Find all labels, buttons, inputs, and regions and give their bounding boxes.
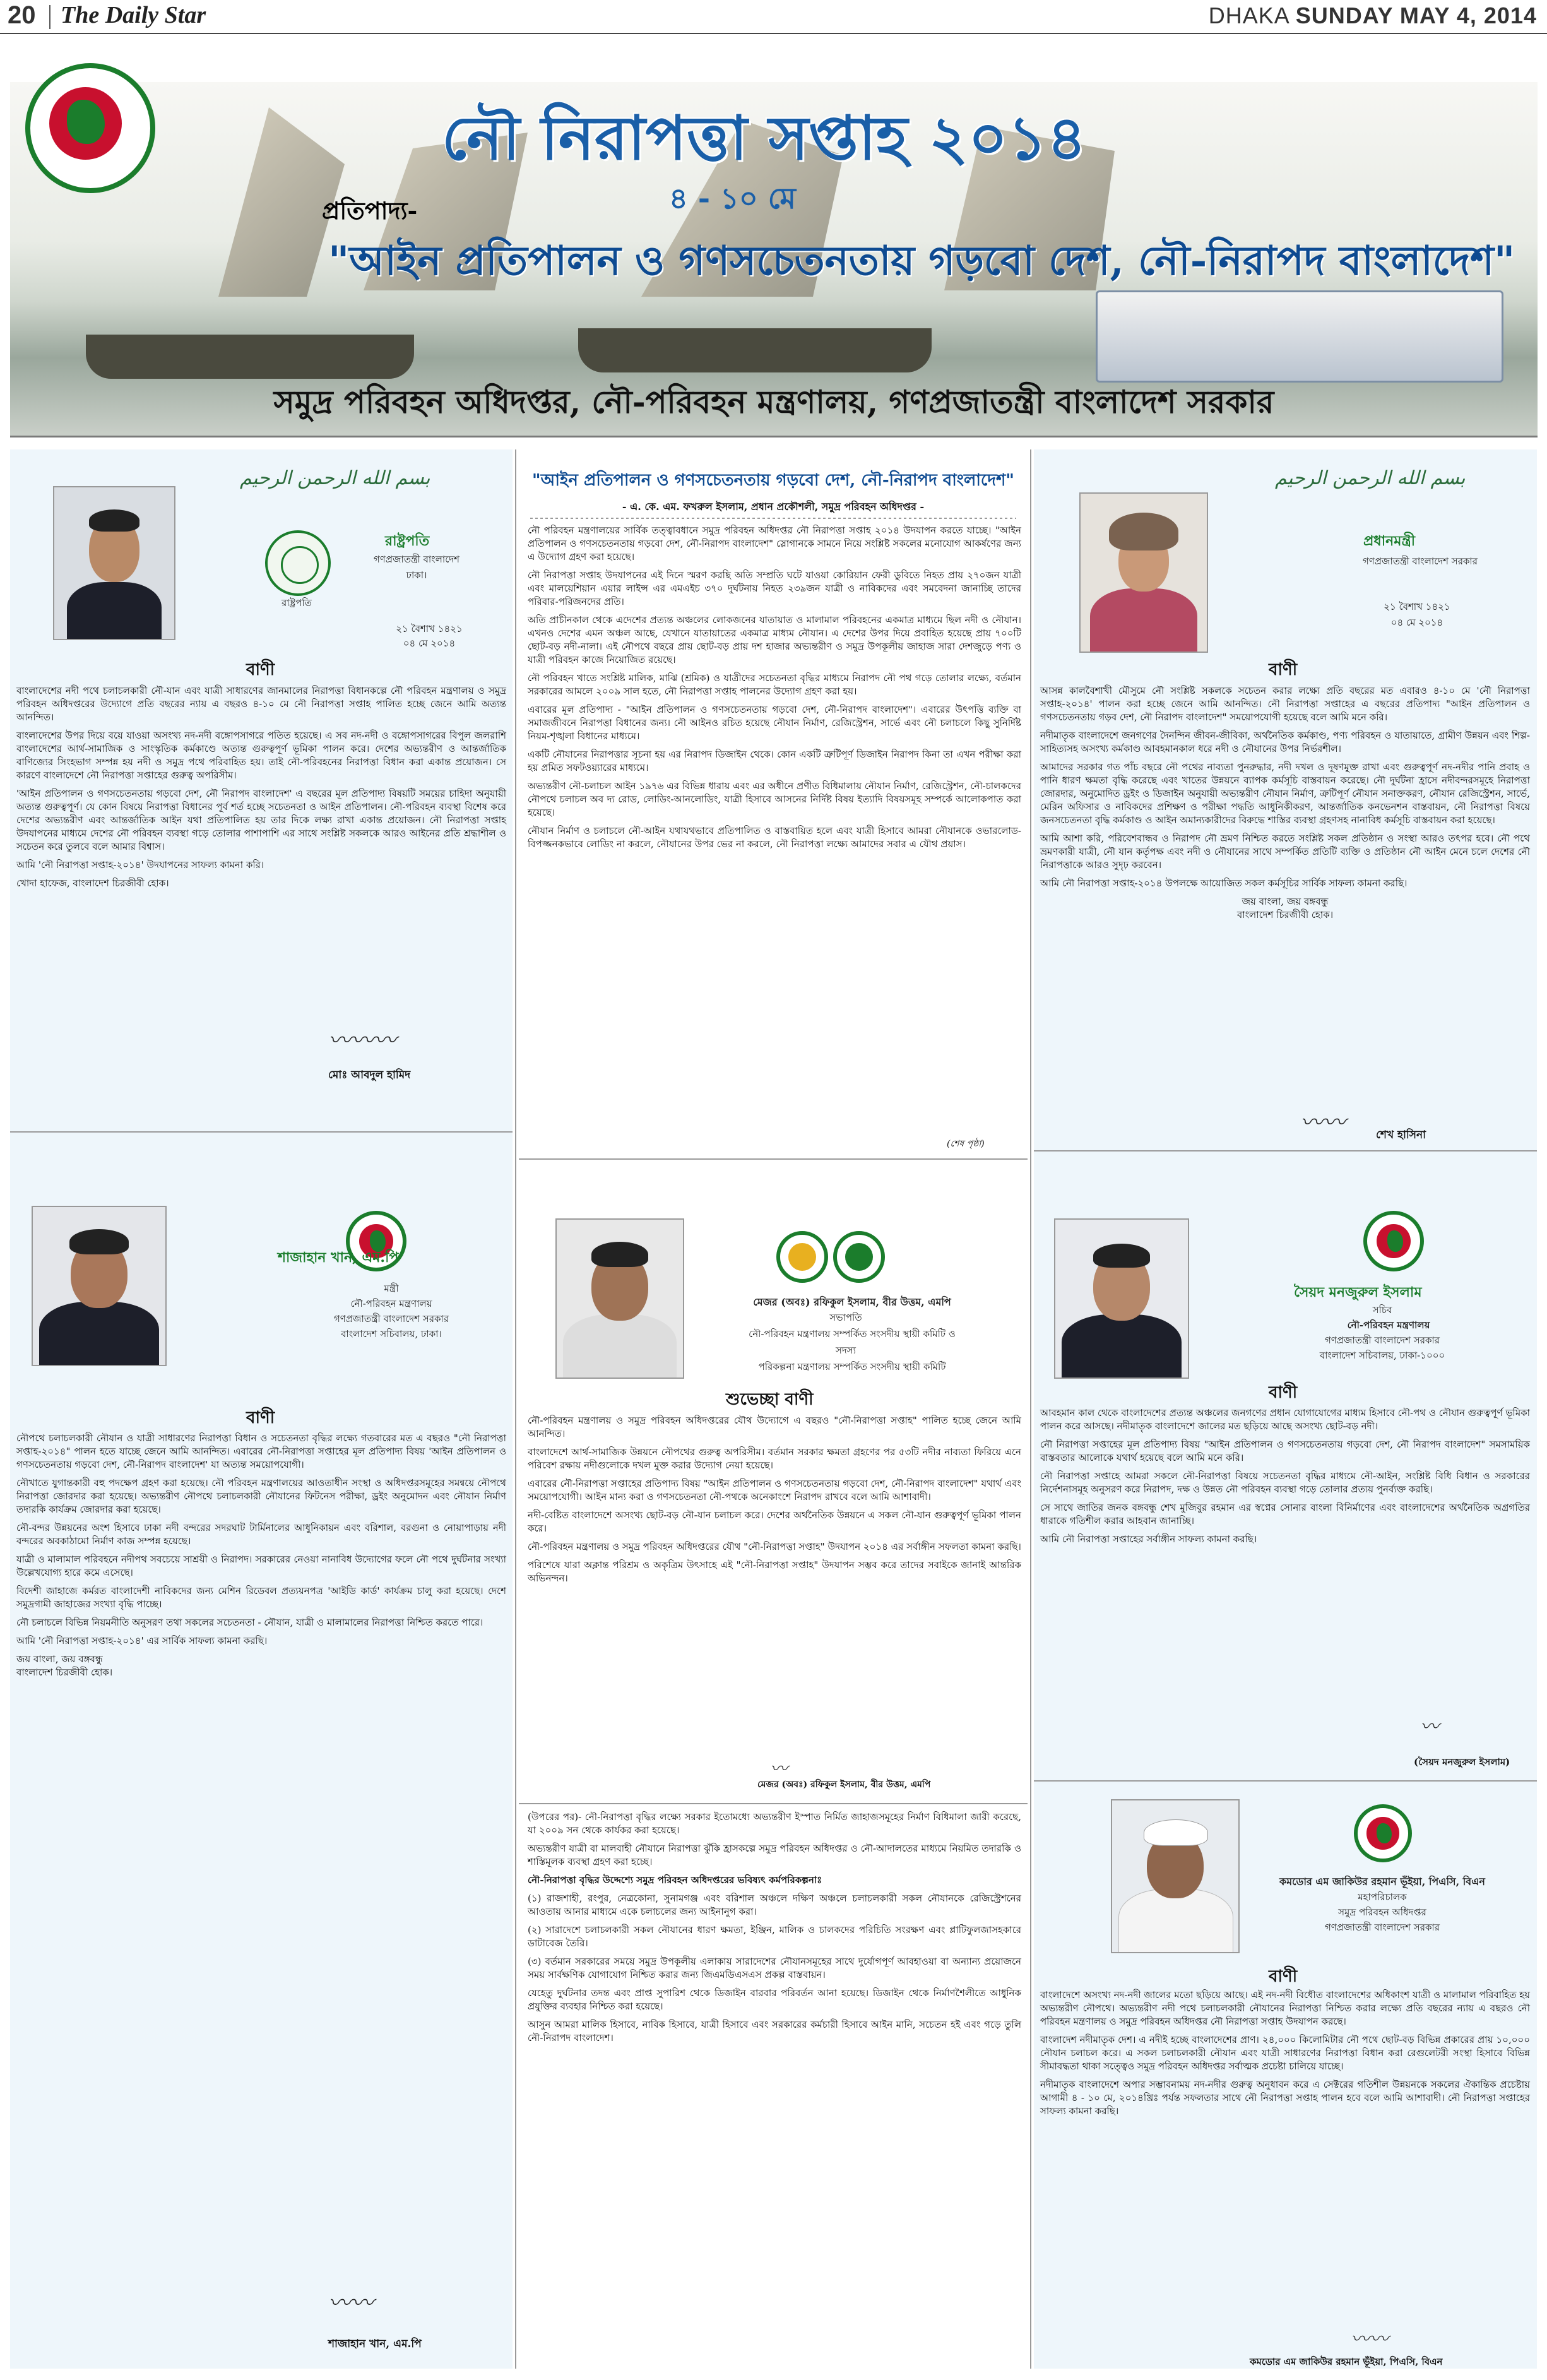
- dateline-city: DHAKA: [1208, 3, 1289, 28]
- bismillah-calligraphy: بسم الله الرحمن الرحيم: [1275, 467, 1466, 489]
- pm-date: ০৪ মে ২০১৪: [1390, 617, 1443, 628]
- minister-sub: বাংলাদেশ সচিবালয়, ঢাকা।: [341, 1328, 442, 1340]
- article-paragraph: অভ্যন্তরীণ নৌ-চলাচল আইন ১৯৭৬ এর বিভিন্ন ধারায় এবং এর অধীনে প্রণীত বিধিমালায় নৌযান নির্মাণ, রেজিস্ট্রেশন, নৌ-চালকদের নৌপথে চলাচল অব দ্য রোড, লোডিং-আনলোডিং, যাত্রী হিসাবে আসনের নির্দিষ্ট বিষয় ইত্যাদি বিষয়সমূহ সম্পর্কে আলোকপাত করা হয়েছে।: [528, 780, 1021, 818]
- president-sub: গণপ্রজাতন্ত্রী বাংলাদেশ: [373, 554, 460, 565]
- minister-signature-image: 〰〰: [328, 2290, 374, 2316]
- pm-signature-name: শেখ হাসিনা: [1376, 1129, 1426, 1141]
- president-emblem-label: রাষ্ট্রপতি: [282, 597, 312, 609]
- message-paragraph: নৌপথে চলাচলকারী নৌযান ও যাত্রী সাধারণের নিরাপত্তা বিধান ও সচেতনতা বৃদ্ধির লক্ষ্যে গতবারের মত এ বছরও "নৌ নিরাপত্তা সপ্তাহ-২০১৪" পালন হতে যাচ্ছে জেনে আমি আনন্দিত। এবারের নৌ-নিরাপত্তা সপ্তাহের মূল প্রতিপাদ্য বিষয় 'আইন প্রতিপালন ও গণসচেতনতায় গড়বো দেশ, নৌ-নিরাপদ বাংলাদেশ' যা অত্যন্ত সময়োপযোগী।: [16, 1432, 506, 1470]
- pm-title: প্রধানমন্ত্রী: [1363, 533, 1416, 549]
- secretary-name: সৈয়দ মনজুরুল ইসলাম: [1294, 1284, 1422, 1300]
- chairman-sub: নৌ-পরিবহন মন্ত্রণালয় সম্পর্কিত সংসদীয় স্থায়ী কমিটি ও: [749, 1328, 956, 1340]
- section-divider: [1034, 1780, 1537, 1782]
- pm-signature-image: 〰〰: [1300, 1110, 1346, 1136]
- parliament-seal-icon: [776, 1231, 828, 1283]
- article-paragraph: (১) রাজশাহী, রংপুর, নেত্রকোনা, সুনামগঞ্জ এবং বরিশাল অঞ্চলে দক্ষিণ অঞ্চলে চলাচলকারী সকল নৌযানকে রেজিস্ট্রেশনের আওতায় আনার মাধ্যমে একে চলাচলের জন্য আইনানুগ করা।: [528, 1893, 1021, 1917]
- message-paragraph: এবারের নৌ-নিরাপত্তা সপ্তাহের প্রতিপাদ্য বিষয় "আইন প্রতিপালন ও গণসচেতনতায় গড়বো দেশ, নৌ-নিরাপদ বাংলাদেশ" যথার্থ এবং সময়োপযোগী। আইন মান্য করা ও গণসচেতনতা নৌ-পথকে অনেকাংশে নিরাপদ রাখবে বলে আমি আশাবাদী।: [528, 1478, 1021, 1502]
- message-paragraph: নৌ-পরিবহন মন্ত্রণালয় ও সমুদ্র পরিবহন অধিদপ্তরের যৌথ "নৌ-নিরাপত্তা সপ্তাহ" উদযাপন ২০১৪ এর সর্বাঙ্গীন সফলতা কামনা করছি।: [528, 1541, 1021, 1552]
- message-paragraph: বাংলাদেশে আর্থ-সামাজিক উন্নয়নে নৌপথের গুরুত্ব অপরিসীম। বর্তমান সরকার ক্ষমতা গ্রহণের পর ৫৩টি নদীর নাব্যতা ফিরিয়ে এনে পরিবেশ রক্ষায় নদীগুলোকে দখল মুক্ত করার উদ্যোগ নেয়া হয়েছে।: [528, 1446, 1021, 1471]
- pm-date: ২১ বৈশাখ ১৪২১: [1384, 601, 1450, 612]
- article-paragraph: যেহেতু দুর্ঘটনার তদন্ত এবং প্রাপ্ত সুপারিশ থেকে ডিজাইন বারবার পরিবর্তন আনা হয়েছে। ডিজাইন থেকে নির্মাণশৈলীতে আধুনিক প্রযুক্তির ব্যবহার নিশ্চিত করা হয়েছে।: [528, 1987, 1021, 2012]
- message-paragraph: আমি 'নৌ নিরাপত্তা সপ্তাহ-২০১৪' উদযাপনের সাফল্য কামনা করি।: [16, 859, 264, 871]
- message-paragraph: সে সাথে জাতির জনক বঙ্গবন্ধু শেখ মুজিবুর রহমান এর স্বপ্নের সোনার বাংলা বিনির্মাণের এবং বাংলাদেশের অর্থনৈতিক অগ্রগতির ধারাকে গতিশীল করার আহবান জানাচ্ছি।: [1040, 1502, 1530, 1526]
- message-paragraph: আবহমান কাল থেকে বাংলাদেশের প্রত্যন্ত অঞ্চলের জনগণের প্রধান যোগাযোগের মাধ্যম হিসাবে নৌ-পথ ও নৌযান গুরুত্বপূর্ণ ভূমিকা পালন করে আসছে। নদীমাতৃক বাংলাদেশে জালের মত ছড়িয়ে আছে অসংখ্য ছোট-বড় নদী।: [1040, 1407, 1530, 1432]
- dg-message: [1040, 1989, 1530, 2123]
- minister-signature-name: শাজাহান খান, এম.পি: [328, 2338, 422, 2350]
- minister-photo: [32, 1206, 167, 1366]
- president-sub: ঢাকা।: [406, 569, 427, 581]
- pm-bani-heading: বাণী: [1269, 660, 1298, 679]
- message-paragraph: নৌ নিরাপত্তা সপ্তাহের মূল প্রতিপাদ্য বিষয় "আইন প্রতিপালন ও গণসচেতনতায় গড়বো দেশ, নৌ নিরাপদ বাংলাদেশ" সমসাময়িক বাস্তবতার আলোকে যথার্থ হয়েছে বলে আমি মনে করি।: [1040, 1439, 1530, 1463]
- message-paragraph: নদী-বেষ্টিত বাংলাদেশে অসংখ্য ছোট-বড় নৌ-যান চলাচল করে। দেশের অর্থনৈতিক উন্নয়নে এ সকল নৌ-যান গুরুত্বপূর্ণ ভূমিকা পালন করে।: [528, 1509, 1021, 1534]
- secretary-sub: সচিব: [1372, 1304, 1392, 1316]
- article-paragraph: অভ্যন্তরীণ যাত্রী বা মালবাহী নৌযানে নিরাপত্তা ঝুঁকি হ্রাসকল্পে সমুদ্র পরিবহন অধিদপ্তর ও নৌ-আদালতের মাধ্যমে নিয়মিত তদারকি ও শাস্তিমূলক ব্যবস্থা গ্রহণ করা হচ্ছে।: [528, 1843, 1021, 1867]
- secretary-photo: [1054, 1218, 1189, 1379]
- minister-sub: মন্ত্রী: [384, 1283, 399, 1294]
- article-paragraph: একটি নৌযানের নিরাপত্তার সূচনা হয় এর নিরাপদ ডিজাইন থেকে। কোন একটি ত্রুটিপূর্ণ ডিজাইন নিরাপদ কিনা তা এখন পরীক্ষা করা হয় প্রমিত সফটওয়্যারের মাধ্যমে।: [528, 749, 1021, 773]
- banner-title: নৌ নিরাপত্তা সপ্তাহ ২০১৪: [442, 102, 1087, 174]
- message-paragraph: নৌ-বন্দর উন্নয়নের অংশ হিসাবে ঢাকা নদী বন্দরের সদরঘাট টার্মিনালের আধুনিকায়ন এবং বরিশাল, বরগুনা ও নোয়াপাড়ায় নদী বন্দরের অবকাঠামো নির্মাণ কাজ সম্পন্ন হয়েছে।: [16, 1522, 506, 1547]
- message-paragraph: জয় বাংলা, জয় বঙ্গবন্ধু: [16, 1653, 103, 1665]
- message-paragraph: আমি নৌ নিরাপত্তা সপ্তাহের সর্বাঙ্গীন সাফল্য কামনা করছি।: [1040, 1533, 1257, 1545]
- continued-note: (শেষ পৃষ্ঠা): [947, 1139, 985, 1149]
- president-bani-heading: বাণী: [246, 660, 275, 679]
- message-paragraph: যাত্রী ও মালামাল পরিবহনে নদীপথ সবচেয়ে সাশ্রয়ী ও নিরাপদ। সরকারের নেওয়া নানাবিধ উদ্যোগের ফলে নৌ পথে দুর্ঘটনার সংখ্যা উল্লেখযোগ্য হারে কমে এসেছে।: [16, 1554, 506, 1578]
- pm-photo: [1079, 492, 1208, 653]
- president-signature-image: 〰〰〰: [328, 1028, 397, 1054]
- boat-hull: [578, 328, 932, 372]
- section-divider: [519, 1158, 1028, 1160]
- message-paragraph: বাংলাদেশ নদীমাতৃক দেশ। এ নদীই হচ্ছে বাংলাদেশের প্রাণ। ২৪,০০০ কিলোমিটার নৌ পথে ছোট-বড় বিভিন্ন প্রকারের প্রায় ১০,০০০ নৌযান চলাচল করে। এ সকল চলাচলকারী নৌযান এবং যাত্রী সাধারণের নিরাপত্তা বিধান করা রেগুলেটরী সংস্থা হিসাবে বিভিন্ন সীমাবদ্ধতা থাকা সত্ত্বেও সমুদ্র পরিবহন অধিদপ্তর সর্বাত্মক প্রচেষ্টা চালিয়ে যাচ্ছে।: [1040, 2034, 1530, 2072]
- pm-sub: গণপ্রজাতন্ত্রী বাংলাদেশ সরকার: [1362, 556, 1478, 567]
- president-signature-name: মোঃ আবদুল হামিদ: [328, 1069, 411, 1081]
- chairman-sub: সভাপতি: [829, 1312, 862, 1323]
- dg-photo: [1111, 1799, 1240, 1953]
- minister-sub: গণপ্রজাতন্ত্রী বাংলাদেশ সরকার: [333, 1313, 449, 1324]
- government-seal-icon: [1354, 1804, 1412, 1862]
- president-message: [16, 684, 506, 895]
- section-divider: [1034, 1150, 1537, 1151]
- message-paragraph: নৌখাতে যুগান্তকারী বহু পদক্ষেপ গ্রহণ করা হয়েছে। নৌ পরিবহন মন্ত্রণালয়ের আওতাধীন সংস্থা ও অধিদপ্তরসমূহের সমন্বয়ে নৌপথে নিরাপত্তা জোরদার করা হয়েছে। অভ্যন্তরীণ নৌপথে চলাচলকারী নৌযানের ফিটনেস পরীক্ষা, ড্রইং অনুমোদন এবং নৌযান নির্মাণ তদারকি কার্যক্রম জোরদার করা হয়েছে।: [16, 1477, 506, 1515]
- chairman-bani-heading: শুভেচ্ছা বাণী: [726, 1390, 814, 1409]
- secretary-sub: গণপ্রজাতন্ত্রী বাংলাদেশ সরকার: [1324, 1335, 1440, 1346]
- dg-signature-image: 〰〰: [1351, 2328, 1389, 2350]
- chairman-message: [528, 1414, 1021, 1590]
- chairman-sub: সদস্য: [835, 1345, 856, 1356]
- article-paragraph: এবারের মূল প্রতিপাদ্য - "আইন প্রতিপালন ও গণসচেতনতায় গড়বো দেশ, নৌ-নিরাপদ বাংলাদেশ"। এবারের উৎপত্তি ব্যক্তি বা সমাজজীবনে নিরাপত্তা বিধানের জন্য। নৌ আইনও রচিত হয়েছে নৌযান নির্মাণ, রেজিস্ট্রেশন, সার্ভে এবং নৌ চলাচলে কিছু সুনির্দিষ্ট নিয়ম-শৃঙ্খলা বিধানের মাধ্যমে।: [528, 704, 1021, 742]
- minister-name: শাজাহান খান, এম.পি: [278, 1249, 399, 1266]
- center-byline: - এ. কে. এম. ফখরুল ইসলাম, প্রধান প্রকৌশলী, সমুদ্র পরিবহন অধিদপ্তর -: [622, 501, 925, 513]
- message-paragraph: নৌ-পরিবহন মন্ত্রণালয় ও সমুদ্র পরিবহন অধিদপ্তরের যৌথ উদ্যোগে এ বছরও "নৌ-নিরাপত্তা সপ্তাহ" পালিত হচ্ছে জেনে আমি আনন্দিত।: [528, 1415, 1021, 1439]
- president-date: ২১ বৈশাখ ১৪২১: [396, 623, 463, 634]
- banner-dates: ৪ - ১০ মে: [669, 181, 796, 215]
- dg-name: কমডোর এম জাকিউর রহমান ভূঁইয়া, পিএসি, বিএন: [1279, 1876, 1485, 1888]
- section-divider: [519, 1803, 1028, 1804]
- message-paragraph: নৌ চলাচলে বিভিন্ন নিয়মনীতি অনুসরণ তথা সকলের সচেতনতা - নৌযান, যাত্রী ও মালামালের নিরাপত্তা নিশ্চিত করতে পারে।: [16, 1617, 483, 1628]
- article-paragraph: (২) সারাদেশে চলাচলকারী সকল নৌযানের ধারণ ক্ষমতা, ইঞ্জিন, মালিক ও চালকদের পরিচিতি সংরক্ষণ এবং প্লাটিফুলজাসহকারে ডাটাবেজ তৈরি।: [528, 1924, 1021, 1949]
- secretary-sub: বাংলাদেশ সচিবালয়, ঢাকা-১০০০: [1319, 1350, 1445, 1361]
- article-paragraph: (৩) বর্তমান সরকারের সময়ে সমুদ্র উপকূলীয় এলাকায় সারাদেশের নৌযানসমূহের সাথে দুর্যোগপূর্ণ আবহাওয়া বা অন্যান্য প্রয়োজনে সময় সার্বক্ষণিক যোগাযোগ নিশ্চিত করার জন্য জিএমডিএসএস প্রকল্প বাস্তবায়ন।: [528, 1956, 1021, 1980]
- article-paragraph: অতি প্রাচীনকাল থেকে এদেশের প্রত্যন্ত অঞ্চলের লোকজনের যাতায়াত ও মালামাল পরিবহনের একমাত্র মাধ্যমে ছিল নদী ও নৌযান। এখনও দেশের এমন অঞ্চল আছে, যেখানে যাতায়াতের একমাত্র মাধ্যম নৌযান। এ দেশের উপর দিয়ে প্রবাহিত হয়েছে প্রায় ৭০০টি ছোট-বড় নদী-নালা। এই নৌপথে বছরে প্রায় ছোট-বড় প্রায় দশ হাজার অভ্যন্তরীণ ও সমুদ্র উপকূলীয় জাহাজ সারা দেশজুড়ে পণ্য ও যাত্রী পরিবহন কাজে নিয়োজিত রয়েছে।: [528, 614, 1021, 665]
- president-photo: [53, 486, 175, 640]
- message-paragraph: জয় বাংলা, জয় বঙ্গবন্ধু: [1242, 896, 1329, 907]
- center-continued-body: [528, 1811, 1021, 2050]
- pm-message: [1040, 684, 1530, 927]
- banner-organizer: সমুদ্র পরিবহন অধিদপ্তর, নৌ-পরিবহন মন্ত্রণালয়, গণপ্রজাতন্ত্রী বাংলাদেশ সরকার: [273, 383, 1274, 420]
- message-paragraph: আমি আশা করি, পরিবেশবান্ধব ও নিরাপদ নৌ ভ্রমণ নিশ্চিত করতে সংশ্লিষ্ট সকল প্রতিষ্ঠান ও সংস্থা আরও তৎপর হবে। নৌ পথে ভ্রমণকারী যাত্রী, নৌ যান কর্তৃপক্ষ এবং নদী ও নৌযানের সাথে সম্পর্কিত প্রতিটি ব্যক্তি ও প্রতিষ্ঠান নৌ আইন মেনে চলে দেশের নৌ নিরাপত্তাকে আরও সুদৃঢ় করবেন।: [1040, 833, 1530, 871]
- message-paragraph: বাংলাদেশ চিরজীবী হোক।: [1236, 909, 1334, 920]
- bismillah-calligraphy: بسم الله الرحمن الرحيم: [240, 467, 430, 489]
- message-paragraph: আমাদের সরকার গত পাঁচ বছরে নৌ পথের নাব্যতা পুনরুদ্ধার, নদী দখল ও দূষণমুক্ত রাখা এবং গুরুত্বপূর্ণ নদ-নদীর পানি প্রবাহ ও পানি ধারণ ক্ষমতা বৃদ্ধি করেছে এবং খাতের উন্নয়নে ব্যাপক কর্মসূচি বাস্তবায়ন করেছে। নৌ দুর্ঘটনা হ্রাসে নদীবন্দরসমূহে নিরাপত্তা জোরদার, অনুমোদিত ড্রইং ও ডিজাইন অনুযায়ী অভ্যন্তরীণ নৌযান নির্মাণ, ত্রুটিপূর্ণ নৌযান সনাক্তকরণ, নৌযান রেজিস্ট্রেশন, সার্ভে, মেরিন অফিসার ও নাবিকদের প্রশিক্ষণ ও পরীক্ষা পদ্ধতি আধুনিকীকরণ, আন্তর্জাতিক কনভেনশন বাস্তবায়ন, নৌ নিরাপত্তা বিষয়ে জনসচেতনতা বৃদ্ধি কর্মকাণ্ড ও আইন অমান্যকারীদের বিরুদ্ধে শাস্তির ব্যবস্থা গ্রহণসহ নানাবিধ কর্মসূচি বাস্তবায়ন করা হয়েছে।: [1040, 761, 1530, 826]
- dg-bani-heading: বাণী: [1269, 1967, 1298, 1986]
- chairman-signature-name: মেজর (অবঃ) রফিকুল ইসলাম, বীর উত্তম, এমপি: [757, 1780, 931, 1790]
- government-seal-icon: [25, 63, 155, 193]
- dg-sub: সমুদ্র পরিবহন অধিদপ্তর: [1338, 1907, 1426, 1918]
- secretary-message: [1040, 1407, 1530, 1551]
- dg-sub: মহাপরিচালক: [1358, 1891, 1407, 1903]
- article-paragraph: নৌ পরিবহন খাতে সংশ্লিষ্ট মালিক, মাঝি (শ্রমিক) ও যাত্রীদের সচেতনতা বৃদ্ধির মাধ্যমে নিরাপদ নৌ পথ গড়ে তোলার লক্ষ্যে, বর্তমান সরকারের আমলে ২০০৯ সাল হতে, নৌ নিরাপত্তা সপ্তাহ পালনের উদ্যোগ গ্রহণ করা হয়।: [528, 672, 1021, 697]
- dotted-rule: [530, 518, 1016, 519]
- minister-bani-heading: বাণী: [246, 1408, 275, 1427]
- chairman-name: মেজর (অবঃ) রফিকুল ইসলাম, বীর উত্তম, এমপি: [753, 1296, 951, 1308]
- column-rule: [515, 449, 516, 2369]
- secretary-bani-heading: বাণী: [1269, 1383, 1298, 1402]
- dg-signature-name: কমডোর এম জাকিউর রহমান ভূঁইয়া, পিএসি, বিএন: [1250, 2356, 1443, 2367]
- message-paragraph: আমি নৌ নিরাপত্তা সপ্তাহ-২০১৪ উপলক্ষে আয়োজিত সকল কর্মসূচির সার্বিক সাফল্য কামনা করছি।: [1040, 878, 1408, 889]
- president-title: রাষ্ট্রপতি: [385, 533, 430, 549]
- banner-motto: "আইন প্রতিপালন ও গণসচেতনতায় গড়বো দেশ, নৌ-নিরাপদ বাংলাদেশ": [328, 237, 1515, 285]
- president-date: ০৪ মে ২০১৪: [403, 638, 456, 649]
- chairman-signature-image: 〰: [770, 1758, 788, 1779]
- message-paragraph: আমি 'নৌ নিরাপত্তা সপ্তাহ-২০১৪' এর সার্বিক সাফল্য কামনা করছি।: [16, 1635, 268, 1646]
- message-paragraph: 'আইন প্রতিপালন ও গণসচেতনতায় গড়বো দেশ, নৌ নিরাপদ বাংলাদেশ' এ বছরের মূল প্রতিপাদ্য বিষয়টি সময়ের চাহিদা অনুযায়ী অত্যন্ত গুরুত্বপূর্ণ। যে কোন বিষয়ে নিরাপত্তা বিধানের পূর্ব শর্ত হচ্ছে সচেতনতা ও আইন প্রতিপালন। নৌ-পরিবহন ব্যবস্থা বিশেষ করে দেশের অভ্যন্তরীণ এবং আন্তর্জাতিক আইন যথা প্রতিপালিত হয় তার দিকে লক্ষ্য রাখা একান্ত প্রয়োজন। নৌ নিরাপত্তা সপ্তাহ উদযাপনের মাধ্যমে দেশের নৌ পরিবহন ব্যবস্থা গড়ে তোলার পাশাপাশি এর সাথে সংশ্লিষ্ট সকলকে আরও আইনের প্রতি শ্রদ্ধাশীল ও সচেতন করে তুলবে বলে আমার বিশ্বাস।: [16, 788, 506, 852]
- dg-sub: গণপ্রজাতন্ত্রী বাংলাদেশ সরকার: [1324, 1922, 1440, 1933]
- launch-ship-image: [1096, 290, 1503, 383]
- message-paragraph: খোদা হাফেজ, বাংলাদেশ চিরজীবী হোক।: [16, 878, 169, 889]
- center-headline: "আইন প্রতিপালন ও গণসচেতনতায় গড়বো দেশ, নৌ-নিরাপদ বাংলাদেশ": [532, 471, 1014, 490]
- boat-hull: [86, 335, 414, 379]
- message-paragraph: নদীমাতৃক বাংলাদেশে অপার সম্ভাবনাময় নদ-নদীর গুরুত্ব অনুধাবন করে এ সেক্টরের গতিশীল উন্নয়নকে সকলের ঐকান্তিক প্রচেষ্টায় আগামী ৪ - ১০ মে, ২০১৪খ্রিঃ পর্যন্ত সফলতার সাথে নৌ নিরাপত্তা সপ্তাহ পালন হবে বলে আমি আশাবাদী। নৌ নিরাপত্তা সপ্তাহের সাফল্য কামনা করছি।: [1040, 2079, 1531, 2117]
- article-paragraph: নৌযান নির্মাণ ও চলাচলে নৌ-আইন যথাযথভাবে প্রতিপালিত ও বাস্তবায়িত হলে এবং যাত্রী হিসাবে আমরা নৌযানকে ওভারলোড-বিপজ্জনকভাবে লোডিং না করলে, নৌযানের উপর ভের না করলে, নৌ নিরাপত্তা লক্ষ্যে আমাদের সবার এ যৌথ প্রয়াস।: [528, 825, 1021, 850]
- dateline: [1209, 3, 1537, 29]
- secretary-sub: নৌ-পরিবহন মন্ত্রণালয়: [1347, 1319, 1430, 1331]
- newspaper-name: The Daily Star: [61, 2, 206, 28]
- message-paragraph: বিদেশী জাহাজে কর্মরত বাংলাদেশী নাবিকদের জন্য মেশিন রিডেবল প্রত্যয়নপত্র 'আইডি কার্ড' কার্যক্রম চালু করা হয়েছে। দেশে সমুদ্রগামী জাহাজের সংখ্যা বৃদ্ধি পাচ্ছে।: [16, 1585, 506, 1610]
- message-paragraph: বাংলাদেশ চিরজীবী হোক।: [16, 1667, 113, 1678]
- message-paragraph: বাংলাদেশের উপর দিয়ে বয়ে যাওয়া অসংখ্য নদ-নদী বঙ্গোপসাগরে পতিত হয়েছে। এ সব নদ-নদী ও বঙ্গোপসাগরের বিপুল জলরাশি বাংলাদেশের আর্থ-সামাজিক ও সাংস্কৃতিক কর্মকাণ্ডে অত্যন্ত গুরুত্বপূর্ণ ভূমিকা পালন করে। দেশের অভ্যন্তরীণ ও আন্তর্জাতিক বাণিজ্যের সিংহভাগ সম্পন্ন হয় নদী ও সমুদ্র পথে পরিবাহিত হয়। তাই নৌ-পরিবহনের নিরাপত্তা বিধান করা একান্ত প্রয়োজন। সে কারণে বাংলাদেশে নৌ নিরাপত্তা সপ্তাহের গুরুত্ব অপরিসীম।: [16, 730, 506, 781]
- banner-motto-label: প্রতিপাদ্য-: [322, 196, 418, 225]
- chairman-sub: পরিকল্পনা মন্ত্রণালয় সম্পর্কিত সংসদীয় স্থায়ী কমিটি: [758, 1361, 946, 1372]
- secretary-signature-image: 〰: [1420, 1716, 1439, 1738]
- secretary-signature-name: (সৈয়দ মনজুরুল ইসলাম): [1414, 1756, 1510, 1768]
- article-paragraph: আসুন আমরা মালিক হিসাবে, নাবিক হিসাবে, যাত্রী হিসাবে এবং সরকারের কর্মচারী হিসাবে আইন মানি, সচেতন হই এবং গড়ে তুলি নৌ-নিরাপদ বাংলাদেশ।: [528, 2019, 1021, 2044]
- article-subheading: নৌ-নিরাপত্তা বৃদ্ধির উদ্দেশ্যে সমুদ্র পরিবহন অধিদপ্তরের ভবিষ্যৎ কর্মপরিকল্পনাঃ: [528, 1874, 822, 1886]
- masthead-divider: [49, 5, 50, 29]
- minister-sub: নৌ-পরিবহন মন্ত্রণালয়: [350, 1298, 432, 1309]
- message-paragraph: নদীমাতৃক বাংলাদেশে জনগণের দৈনন্দিন জীবন-জীবিকা, অর্থনৈতিক কর্মকাণ্ড, পণ্য পরিবহন ও যাতায়াতে, গ্রামীণ উন্নয়ন এবং শিল্প-সাহিত্যসহ অসংখ্য কর্মকাণ্ড আবহমানকাল ধরে নদী ও নৌযানের উপর নির্ভরশীল।: [1040, 730, 1530, 754]
- center-article-body: [528, 524, 1021, 856]
- article-paragraph: (উপরের পর)- নৌ-নিরাপত্তা বৃদ্ধির লক্ষ্যে সরকার ইতোমধ্যে অভ্যন্তরীণ ইস্পাত নির্মিত জাহাজসমূহের নির্মাণ বিধিমালা জারী করেছে, যা ২০০৯ সন থেকে কার্যকর করা হয়েছে।: [528, 1811, 1021, 1836]
- section-divider: [10, 1131, 513, 1133]
- message-paragraph: আসন্ন কালবৈশাখী মৌসুমে নৌ সংশ্লিষ্ট সকলকে সচেতন করার লক্ষ্যে প্রতি বছরের মত এবারও ৪-১০ মে 'নৌ নিরাপত্তা সপ্তাহ-২০১৪' পালন করা হচ্ছে জেনে আমি আনন্দিত। নৌ নিরাপত্তা সপ্তাহের এ বছরের প্রতিপাদ্য "আইন প্রতিপালন ও গণসচেতনতায় গড়ব দেশ, নৌ নিরাপদ বাংলাদেশ" সময়োপযোগী হয়েছে বলে আমি মনে করি।: [1040, 685, 1530, 723]
- minister-message: [16, 1432, 506, 1684]
- message-paragraph: পরিশেষে যারা অক্লান্ত পরিশ্রম ও অকৃত্রিম উৎসাহে এই "নৌ-নিরাপত্তা সপ্তাহ" উদযাপন সম্ভব করে তাদের সবাইকে জানাই আন্তরিক অভিনন্দন।: [528, 1559, 1021, 1584]
- message-paragraph: বাংলাদেশের নদী পথে চলাচলকারী নৌ-যান এবং যাত্রী সাধারণের জানমালের নিরাপত্তা বিধানকল্পে নৌ পরিবহন মন্ত্রণালয় ও সমুদ্র পরিবহন অধিদপ্তরের উদ্যোগে প্রতি বছরের ন্যায় এ বছরও ৪-১০ মে নৌ নিরাপত্তা সপ্তাহ পালিত হচ্ছে জেনে আমি অত্যন্ত আনন্দিত।: [16, 685, 506, 723]
- chairman-photo: [555, 1218, 684, 1379]
- dateline-date: SUNDAY MAY 4, 2014: [1295, 3, 1537, 28]
- article-paragraph: নৌ নিরাপত্তা সপ্তাহ উদযাপনের এই দিনে স্মরণ করছি অতি সম্প্রতি ঘটে যাওয়া কোরিয়ান ফেরী ডুবিতে নিহত প্রায় ২৭০জন যাত্রী এবং মালয়েশিয়ান এয়ার লাইন্স এর এমএইচ ৩৭০ দুর্ঘটনায় নিহত ২৩৯জন যাত্রী ও নাবিকদের এবং সমবেদনা জানাচ্ছি তাদের পরিবার-পরিজনদের প্রতি।: [528, 569, 1021, 607]
- page-number: 20: [8, 1, 36, 29]
- message-paragraph: বাংলাদেশে অসংখ্য নদ-নদী জালের মতো ছড়িয়ে আছে। এই নদ-নদী বিধৌত বাংলাদেশের অধিকাংশ যাত্রী ও মালামাল পরিবাহিত হয় অভ্যন্তরীণ নৌপথে। অভ্যন্তরীণ নদী পথে চলাচলকারী নৌযানের নিরাপত্তা নিশ্চিত করার লক্ষ্যে প্রতি বছরের ন্যায় এ বছরও নৌ পরিবহন মন্ত্রণালয় ও সমুদ্র পরিবহন অধিদপ্তর নৌ নিরাপত্তা সপ্তাহ উদযাপন করছে।: [1040, 1989, 1530, 2027]
- party-logo-icon: [833, 1231, 885, 1283]
- article-paragraph: নৌ পরিবহন মন্ত্রণালয়ের সার্বিক তত্ত্বাবধানে সমুদ্র পরিবহন অধিদপ্তর নৌ নিরাপত্তা সপ্তাহ ২০১৪ উদযাপন করতে যাচ্ছে। "আইন প্রতিপালন ও গণসচেতনতায় গড়বো দেশ, নৌ-নিরাপদ বাংলাদেশ" স্লোগানকে সামনে নিয়ে সংশ্লিষ্ট সকলের মনোযোগ আকর্ষণের জন্য এ উদ্যোগ গ্রহণ করা হয়েছে।: [528, 525, 1021, 562]
- message-paragraph: নৌ নিরাপত্তা সপ্তাহে আমরা সকলে নৌ-নিরাপত্তা বিষয়ে সচেতনতা বৃদ্ধির মাধ্যমে নৌ-আইন, সংশ্লিষ্ট বিধি বিধান ও সরকারের নির্দেশনাসমূহ অনুসরণ করে নিরাপদ, দক্ষ ও উন্নত নৌ পরিবহন ব্যবস্থা গড়ে তোলার প্রত্যয় পুনর্ব্যক্ত করছি।: [1040, 1470, 1530, 1495]
- government-seal-icon: [1363, 1211, 1424, 1271]
- president-emblem-icon: [265, 530, 331, 596]
- column-rule: [1030, 449, 1031, 2369]
